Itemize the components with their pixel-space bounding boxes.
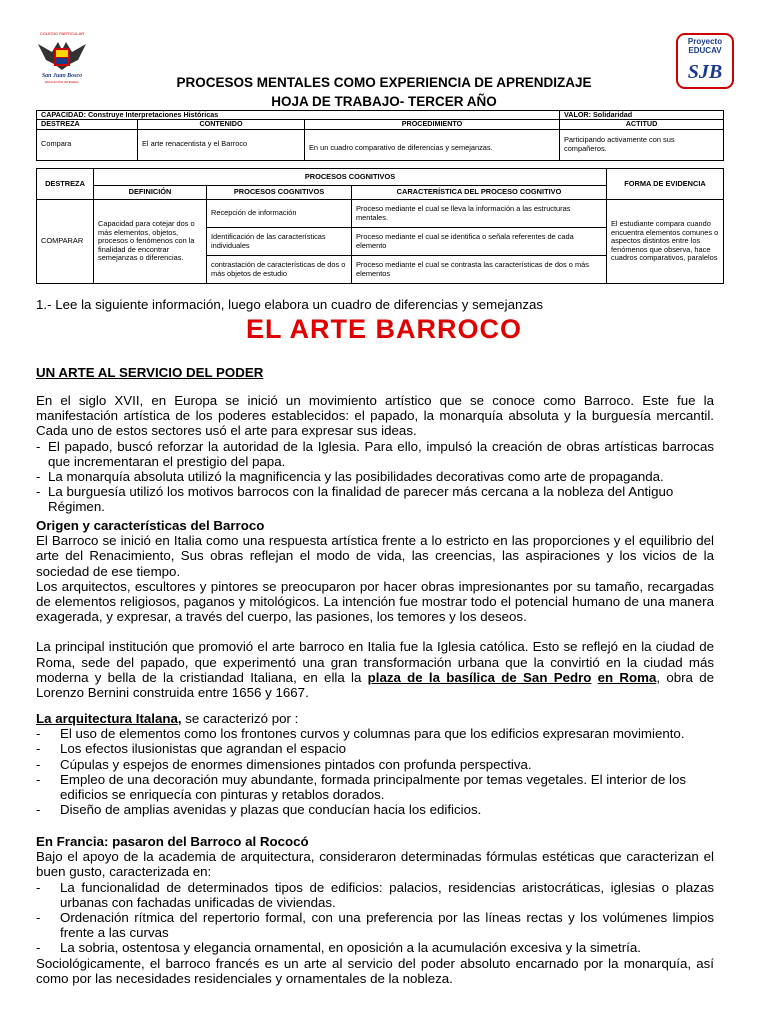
svg-text:Proyecto: Proyecto: [687, 37, 723, 46]
instruction-text: 1.- Lee la siguiente información, luego elabora un cuadro de diferencias y semejanzas: [36, 297, 544, 312]
header-definicion: DEFINICIÓN: [94, 186, 207, 200]
paragraph: Sociológicamente, el barroco francés es un arte al servicio del poder absoluto encarnado por la monarquía, así como por las necesidades residenciales y ornamentales de la nobleza.: [36, 955, 714, 986]
list-item: - El uso de elementos como los frontones curvos y columnas para que los edificios expresaran movimiento.: [36, 726, 685, 742]
list-item: - Diseño de amplias avenidas y plazas que conducían hacia los edificios.: [36, 802, 482, 818]
list-item: - Ordenación rítmica del repertorio formal, con una preferencia por las líneas rectas y los volúmenes limpios frente a las curvas: [36, 910, 714, 941]
paragraph: En el siglo XVII, en Europa se inició un movimiento artístico que se conoce como Barroco. Este fue la manifestación artística de los poderes establecidos: el papado, la monarquía absoluta y la burguesía mercantil. Cada uno de estos sectores usó el arte para expresar sus ideas.: [36, 393, 714, 439]
section-power-body: [36, 393, 714, 515]
cell-contenido: El arte renacentista y el Barroco: [138, 129, 305, 160]
value-cell: VALOR: Solidaridad: [560, 111, 724, 120]
cell-destreza: Compara: [37, 129, 138, 160]
section-power-title: UN ARTE AL SERVICIO DEL PODER: [36, 365, 264, 380]
header-actitud: ACTITUD: [560, 120, 724, 129]
list-item: - La monarquía absoluta utilizó la magnificencia y las posibilidades decorativas como arte de propaganda.: [36, 469, 664, 485]
link-roma: en Roma: [597, 669, 657, 685]
header-caracteristica: CARACTERÍSTICA DEL PROCESO COGNITIVO: [352, 186, 607, 200]
section-architecture: [36, 711, 714, 817]
svg-text:EDUCAV: EDUCAV: [688, 46, 722, 55]
list-item: - La burguesía utilizó los motivos barrocos con la finalidad de parecer más cercana a la nobleza del Antiguo Régimen.: [36, 484, 674, 515]
header-destreza: DESTREZA: [37, 120, 138, 129]
cell-proceso-3: contrastación de características de dos o más objetos de estudio: [207, 256, 352, 284]
section-origin: [36, 518, 714, 700]
list-item: - Empleo de una decoración muy abundante, formada principalmente por temas vegetales. El interior de los edificios se enriquecía con pinturas y retablos dorados.: [36, 771, 687, 803]
paragraph: El Barroco se inició en Italia como una respuesta artística frente a lo estricto en las proporciones y el equilibrio del arte del Renacimiento, Sus obras reflejan el modo de vida, las creencias, las aspiraciones y los vicios de la sociedad de ese tiempo.: [36, 533, 714, 579]
svg-text:San Juan Bosco: San Juan Bosco: [41, 73, 83, 79]
header-destreza-2: DESTREZA: [37, 169, 94, 200]
svg-text:SJB: SJB: [687, 61, 723, 83]
cell-caracteristica-3: Proceso mediante el cual se contrasta las características de dos o más elementos: [352, 256, 607, 284]
paragraph: Bajo el apoyo de la academia de arquitectura, consideraron determinadas fórmulas estéticas que caracterizan el buen gusto, caracterizada en:: [36, 849, 714, 880]
section-architecture-title: La arquitectura Italana, se caracterizó por :: [36, 711, 299, 726]
cell-proceso-1: Recepción de información: [207, 200, 352, 228]
svg-text:COLEGIO PARTICULAR: COLEGIO PARTICULAR: [39, 31, 85, 36]
list-item: - El papado, buscó reforzar la autoridad de la Iglesia. Para ello, impulsó la creación de obras artísticas barrocas que incrementaran el prestigio del papa.: [36, 438, 714, 469]
list-item: - La funcionalidad de determinados tipos de edificios: palacios, residencias aristocráticas, iglesias o plazas urbanas con fachadas unificadas de viviendas.: [36, 879, 714, 910]
cell-comparar: COMPARAR: [37, 200, 94, 284]
worksheet-subtitle: HOJA DE TRABAJO- TERCER AÑO: [271, 94, 497, 109]
cell-proceso-2: Identificación de las características individuales: [207, 228, 352, 256]
paragraph: Los arquitectos, escultores y pintores se preocuparon por hacer obras impresionantes por su tamaño, recargadas de elementos religiosos, paganos y mitológicos. La intención fue mostrar todo el potencial humano de una manera exagerada, y expresar, a través del cuerpo, las pasiones, los temores y los deseos.: [36, 578, 714, 625]
cell-actitud: Participando activamente con sus compañeros.: [560, 129, 724, 160]
header-procedimiento: PROCEDIMIENTO: [305, 120, 560, 129]
section-origin-title: Origen y características del Barroco: [36, 518, 265, 533]
capacity-table: [36, 110, 724, 161]
header-procesos: PROCESOS COGNITIVOS: [207, 186, 352, 200]
paragraph: La principal institución que promovió el arte barroco en Italia fue la Iglesia católica. Esto se reflejó en la ciudad de Roma, sede del papado, que experimentó una gran transformación urbana que la convirtió en la ciudad más moderna y bella de la cristiandad Italiana, en ella la plaza de la basílica de San Pedro en Roma, obra de Lorenzo Bernini construida entre 1656 y 1667.: [36, 639, 714, 701]
worksheet-title: PROCESOS MENTALES COMO EXPERIENCIA DE APRENDIZAJE: [176, 75, 592, 90]
list-item: - Cúpulas y espejos de enormes dimensiones pintados con profunda perspectiva.: [36, 756, 532, 772]
cell-definicion: Capacidad para cotejar dos o más elementos, objetos, procesos o fenómenos con la finalidad de encontrar semejanzas o diferencias.: [94, 200, 207, 284]
capacity-cell: CAPACIDAD: Construye Interpretaciones Históricas: [37, 111, 560, 120]
cell-caracteristica-2: Proceso mediante el cual se identifica o señala referentes de cada elemento: [352, 228, 607, 256]
list-item: - La sobria, ostentosa y elegancia ornamental, en oposición a la acumulación excesiva y la simetría.: [36, 940, 641, 956]
cell-caracteristica-1: Proceso mediante el cual se lleva la información a las estructuras mentales.: [352, 200, 607, 228]
section-france: [36, 834, 714, 986]
cell-evidencia: El estudiante compara cuando encuentra elementos comunes o aspectos distintos entre los fenómenos que observa, hace cuadros comparativos, paralelos: [607, 200, 724, 284]
svg-text:EDUCACIÓN INTEGRAL: EDUCACIÓN INTEGRAL: [45, 80, 79, 84]
list-item: - Los efectos ilusionistas que agrandan el espacio: [36, 741, 347, 757]
header-contenido: CONTENIDO: [138, 120, 305, 129]
cell-procedimiento: En un cuadro comparativo de diferencias y semejanzas.: [305, 129, 560, 160]
section-france-title: En Francia: pasaron del Barroco al Rococó: [36, 834, 309, 849]
link-san-pedro: plaza de la basílica de San Pedro: [367, 669, 592, 685]
cognitive-process-table: [36, 168, 724, 284]
header-procesos-cognitivos: PROCESOS COGNITIVOS: [94, 169, 607, 186]
main-title: EL ARTE BARROCO: [245, 314, 522, 344]
header-forma-evidencia: FORMA DE EVIDENCIA: [607, 169, 724, 200]
